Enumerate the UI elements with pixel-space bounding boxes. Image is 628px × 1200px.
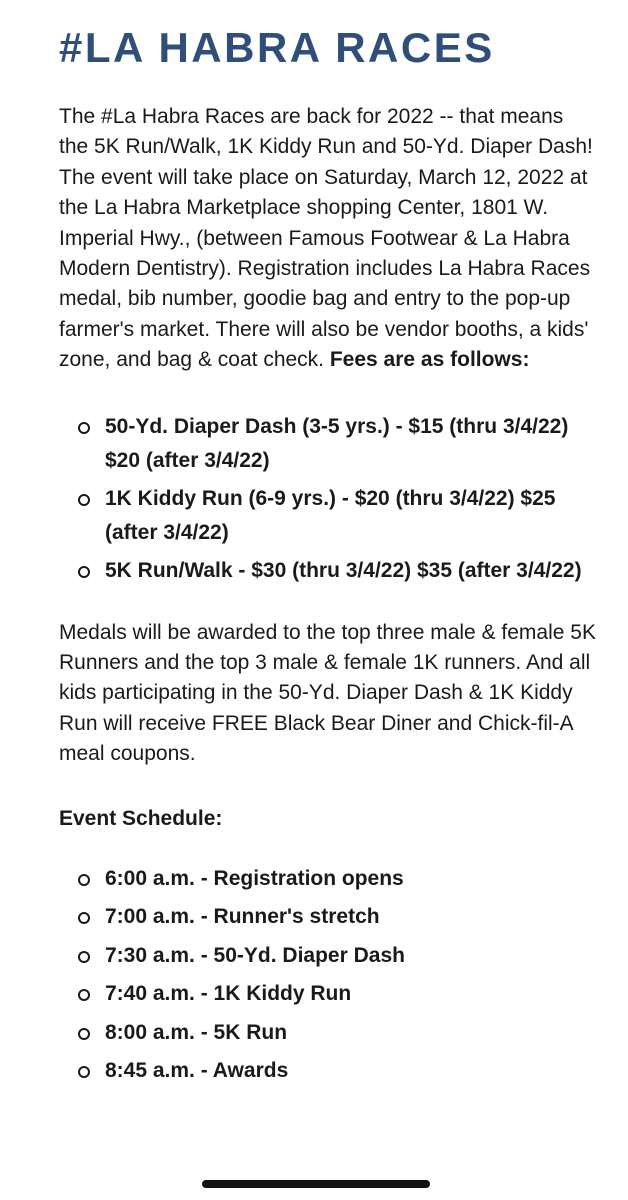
hollow-circle-bullet-icon xyxy=(78,912,90,924)
schedule-item-label: 8:00 a.m. - 5K Run xyxy=(105,1020,288,1044)
fees-label: Fees are as follows: xyxy=(329,348,530,372)
schedule-item-label: 7:30 a.m. - 50-Yd. Diaper Dash xyxy=(105,943,405,967)
intro-text: The #La Habra Races are back for 2022 -- that means the 5K Run/Walk, 1K Kiddy Run and 50-Yd. Diaper Dash! The event will take place on Saturday, March 12, 2022 at the La Habra Marketplace shopping Center, 1801 W. Imperial Hwy., (between Famous Footwear & La Habra Modern Dentistry). Registration includes La Habra Races medal, bib number, goodie bag and entry to the pop-up farmer's market. There will also be vendor booths, a kids' zone, and bag & coat check. xyxy=(59,105,593,372)
list-item xyxy=(59,900,596,934)
hollow-circle-bullet-icon xyxy=(78,874,90,886)
list-item xyxy=(59,1016,596,1050)
schedule-list xyxy=(59,862,596,1089)
schedule-item-label: 7:40 a.m. - 1K Kiddy Run xyxy=(105,982,352,1006)
fee-item-label: 50-Yd. Diaper Dash (3-5 yrs.) - $15 (thru 3/4/22) $20 (after 3/4/22) xyxy=(105,414,569,472)
list-item xyxy=(59,977,596,1011)
hollow-circle-bullet-icon xyxy=(78,1028,90,1040)
hollow-circle-bullet-icon xyxy=(78,494,90,506)
medals-paragraph: Medals will be awarded to the top three male & female 5K Runners and the top 3 male & female 1K runners. And all kids participating in the 50-Yd. Diaper Dash & 1K Kiddy Run will receive FREE Black Bear Diner and Chick-fil-A meal coupons. xyxy=(59,620,596,766)
fees-list xyxy=(59,410,596,588)
schedule-heading: Event Schedule: xyxy=(59,806,223,830)
fee-item-label: 5K Run/Walk - $30 (thru 3/4/22) $35 (after 3/4/22) xyxy=(105,558,582,582)
hollow-circle-bullet-icon xyxy=(78,951,90,963)
intro-paragraph xyxy=(59,102,596,376)
list-item xyxy=(59,482,596,550)
schedule-item-label: 7:00 a.m. - Runner's stretch xyxy=(105,905,380,929)
home-indicator[interactable] xyxy=(202,1180,430,1188)
fee-item-label: 1K Kiddy Run (6-9 yrs.) - $20 (thru 3/4/22) $25 (after 3/4/22) xyxy=(105,486,556,544)
schedule-item-label: 6:00 a.m. - Registration opens xyxy=(105,866,404,890)
list-item xyxy=(59,554,596,588)
list-item xyxy=(59,410,596,478)
list-item xyxy=(59,1054,596,1088)
list-item xyxy=(59,939,596,973)
list-item xyxy=(59,862,596,896)
hollow-circle-bullet-icon xyxy=(78,989,90,1001)
schedule-item-label: 8:45 a.m. - Awards xyxy=(105,1059,289,1083)
page-title: #LA HABRA RACES xyxy=(59,24,495,71)
hollow-circle-bullet-icon xyxy=(78,422,90,434)
hollow-circle-bullet-icon xyxy=(78,1066,90,1078)
hollow-circle-bullet-icon xyxy=(78,566,90,578)
